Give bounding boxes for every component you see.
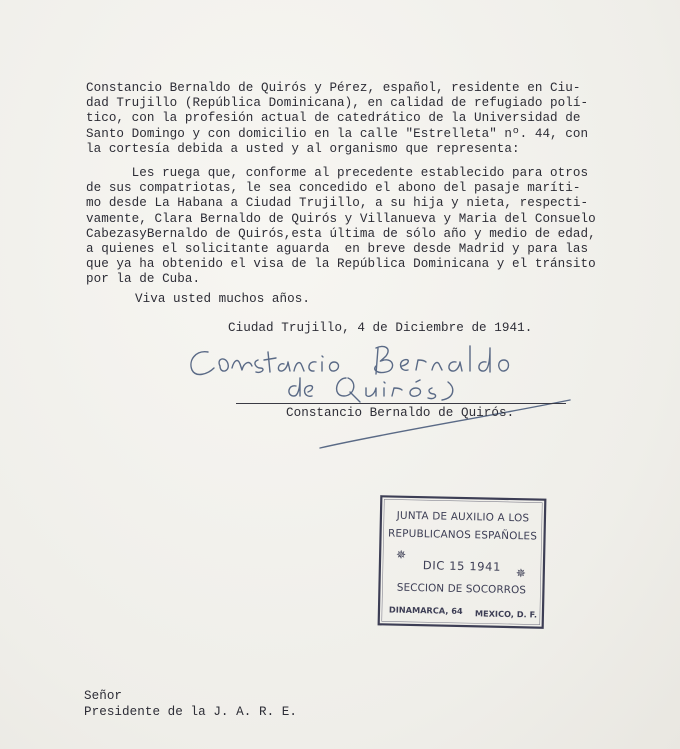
letter-dateline: Ciudad Trujillo, 4 de Diciembre de 1941. [228,321,533,335]
signer-name: Constancio Bernaldo de Quirós. [286,406,515,420]
stamp-section: SECCION DE SOCORROS [396,581,527,597]
stamp-line-2: REPUBLICANOS ESPAÑOLES [387,527,538,543]
letter-closing: Viva usted muchos años. [135,292,310,306]
addressee-salutation: Señor [84,689,123,703]
handwritten-signature [180,338,600,458]
letter-paragraph-intro: Constancio Bernaldo de Quirós y Pérez, español, residente en Ciu- dad Trujillo (República Dominicana), en calidad de refugiado polí- tico, con la profesión actual de catedrático de la Universidad de Santo Domingo y con domicilio en la calle "Estrelleta" nº. 44, con la cortesía debida a usted y al organismo que representa: [86,81,589,156]
stamp-star-left: ✵ [395,547,407,562]
stamp-address-left: DINAMARCA, 64 [388,604,463,617]
stamp-star-right: ✵ [515,566,526,581]
signature-line [236,403,566,404]
letter-paragraph-request: Les ruega que, conforme al precedente establecido para otros de sus compatriotas, le sea concedido el abono del pasaje maríti- mo desde La Habana a Ciudad Trujillo, a su hija y nieta, respecti- vamente, Clara Bernaldo de Quirós y Villanueva y Maria del Consuelo CabezasyBernaldo de Quirós,esta última de sólo año y medio de edad, a quienes el solicitante aguarda en breve desde Madrid y para las que ya ha obtenido el visa de la República Dominicana y el tránsito por la de Cuba. [86,166,596,287]
stamp-address-right: MEXICO, D. F. [474,608,538,620]
stamp-date: DIC 15 1941 [422,558,502,574]
addressee-title: Presidente de la J. A. R. E. [84,705,298,719]
stamp-line-1: JUNTA DE AUXILIO A LOS [396,509,530,525]
junta-auxilio-stamp [377,494,548,629]
